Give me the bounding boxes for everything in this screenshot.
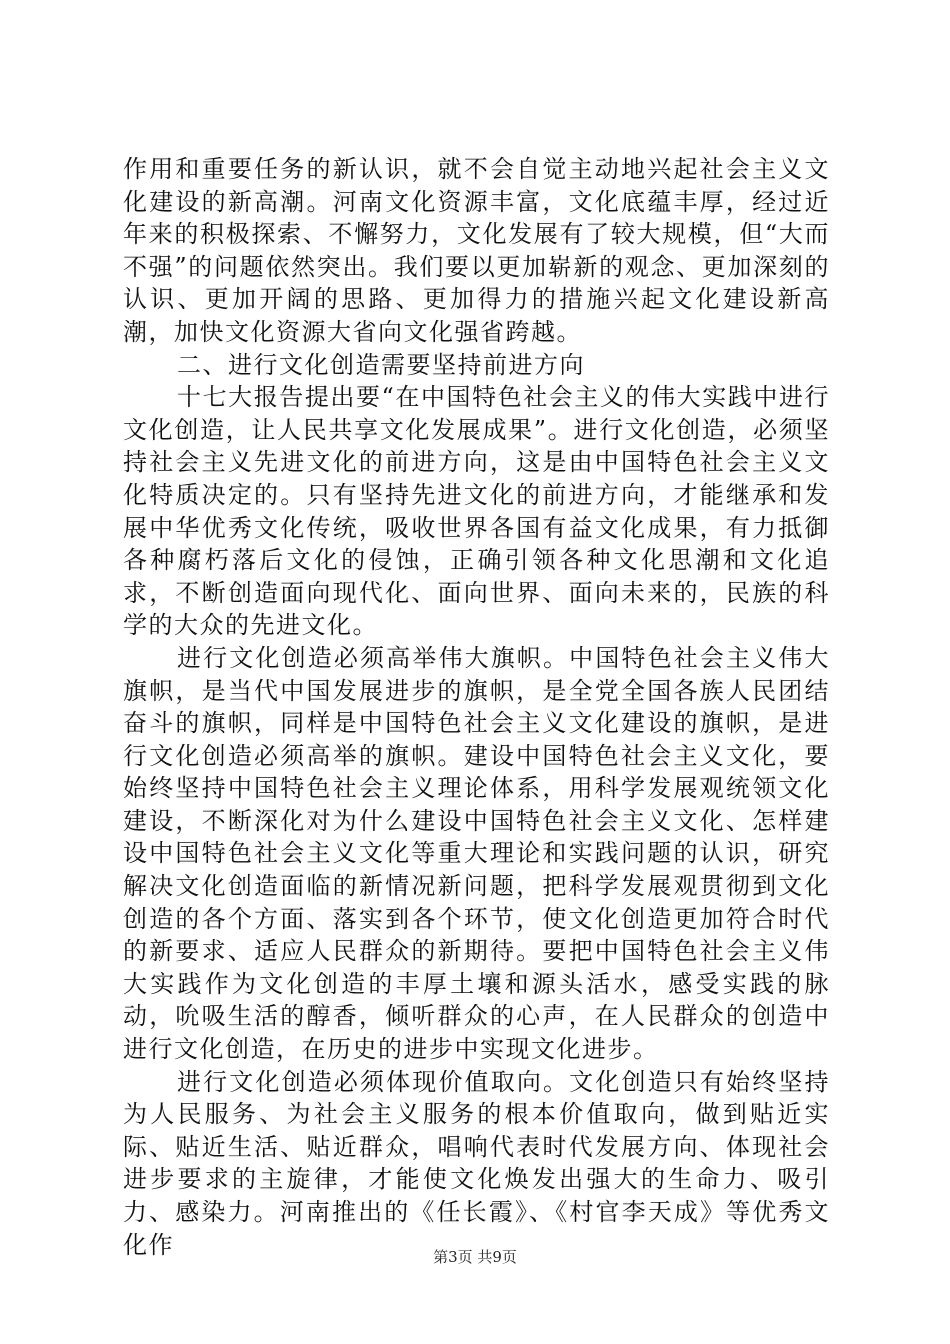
paragraph-1: 作用和重要任务的新认识，就不会自觉主动地兴起社会主义文化建设的新高潮。河南文化资源丰富，文化底蕴丰厚，经过近年来的积极探索、不懈努力，文化发展有了较大规模，但“大而不强”的问题依然突出。我们要以更加崭新的观念、更加深刻的认识、更加开阔的思路、更加得力的措施兴起文化建设新高潮，加快文化资源大省向文化强省跨越。 <box>123 155 830 346</box>
paragraph-3: 进行文化创造必须高举伟大旗帜。中国特色社会主义伟大旗帜，是当代中国发展进步的旗帜，是全党全国各族人民团结奋斗的旗帜，同样是中国特色社会主义文化建设的旗帜，是进行文化创造必须高举的旗帜。建设中国特色社会主义文化，要始终坚持中国特色社会主义理论体系，用科学发展观统领文化建设，不断深化对为什么建设中国特色社会主义文化、怎样建设中国特色社会主义文化等重大理论和实践问题的认识，研究解决文化创造面临的新情况新问题，把科学发展观贯彻到文化创造的各个方面、落实到各个环节，使文化创造更加符合时代的新要求、适应人民群众的新期待。要把中国特色社会主义伟大实践作为文化创造的丰厚土壤和源头活水，感受实践的脉动，吮吸生活的醇香，倾听群众的心声，在人民群众的创造中进行文化创造，在历史的进步中实现文化进步。 <box>123 643 830 1064</box>
paragraph-2: 十七大报告提出要“在中国特色社会主义的伟大实践中进行文化创造，让人民共享文化发展成果”。进行文化创造，必须坚持社会主义先进文化的前进方向，这是由中国特色社会主义文化特质决定的。只有坚持先进文化的前进方向，才能继承和发展中华优秀文化传统，吸收世界各国有益文化成果，有力抵御各种腐朽落后文化的侵蚀，正确引领各种文化思潮和文化追求，不断创造面向现代化、面向世界、面向未来的，民族的科学的大众的先进文化。 <box>123 383 830 640</box>
paragraph-4: 进行文化创造必须体现价值取向。文化创造只有始终坚持为人民服务、为社会主义服务的根本价值取向，做到贴近实际、贴近生活、贴近群众，唱响代表时代发展方向、体现社会进步要求的主旋律，才能使文化焕发出强大的生命力、吸引力、感染力。河南推出的《任长霞》、《村官李天成》等优秀文化作 <box>123 1067 830 1259</box>
page-footer: 第3页 共9页 <box>433 1248 517 1266</box>
document-body <box>123 153 830 1261</box>
section-heading: 二、进行文化创造需要坚持前进方向 <box>177 350 585 379</box>
